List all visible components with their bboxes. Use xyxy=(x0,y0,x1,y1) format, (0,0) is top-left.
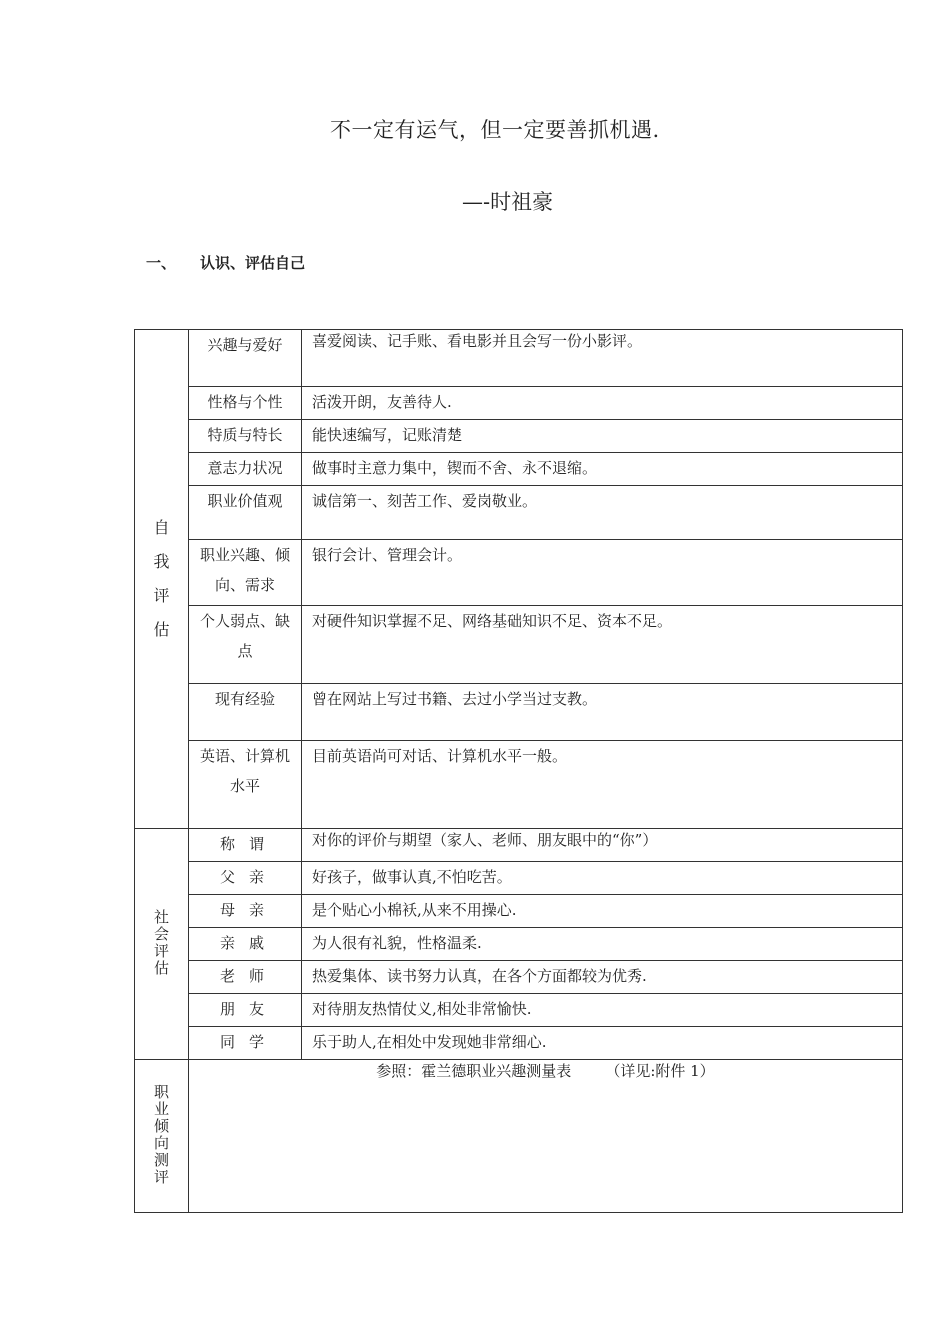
row-value: 做事时主意力集中，锲而不舍、永不退缩。 xyxy=(302,453,903,486)
table-row xyxy=(135,994,903,1027)
row-value: 是个贴心小棉袄,从来不用操心. xyxy=(302,895,903,928)
row-label: 兴趣与爱好 xyxy=(189,330,302,387)
self-assessment-table xyxy=(134,329,903,1213)
quote-author: —-时祖豪 xyxy=(462,190,554,214)
table-row xyxy=(135,862,903,895)
table-row xyxy=(135,453,903,486)
row-value: 曾在网站上写过书籍、去过小学当过支教。 xyxy=(302,684,903,741)
row-label: 母亲 xyxy=(189,895,302,928)
table-row xyxy=(135,540,903,606)
row-label: 亲戚 xyxy=(189,928,302,961)
row-label: 个人弱点、缺点 xyxy=(189,606,302,684)
section-title: 认识、评估自己 xyxy=(200,254,306,272)
social-eval-group-label: 社会评估 xyxy=(135,829,189,1060)
row-value: 乐于助人,在相处中发现她非常细心. xyxy=(302,1027,903,1060)
table-row xyxy=(135,420,903,453)
row-value: 对硬件知识掌握不足、网络基础知识不足、资本不足。 xyxy=(302,606,903,684)
self-eval-group-label: 自我评估 xyxy=(135,330,189,829)
table-row xyxy=(135,387,903,420)
row-label: 英语、计算机水平 xyxy=(189,741,302,829)
row-label: 父亲 xyxy=(189,862,302,895)
table-row xyxy=(135,928,903,961)
row-label: 职业兴趣、倾向、需求 xyxy=(189,540,302,606)
row-value: 为人很有礼貌，性格温柔. xyxy=(302,928,903,961)
row-value: 对待朋友热情仗义,相处非常愉快. xyxy=(302,994,903,1027)
table-row xyxy=(135,1027,903,1060)
table-row xyxy=(135,486,903,540)
table-row xyxy=(135,829,903,862)
row-value: 对你的评价与期望（家人、老师、朋友眼中的“你”） xyxy=(302,829,903,862)
career-test-group-label: 职业倾向测评 xyxy=(135,1060,189,1213)
row-label: 朋友 xyxy=(189,994,302,1027)
row-label: 意志力状况 xyxy=(189,453,302,486)
row-label: 同学 xyxy=(189,1027,302,1060)
section-number: 一、 xyxy=(146,254,177,272)
row-label: 职业价值观 xyxy=(189,486,302,540)
reference-text: 参照：霍兰德职业兴趣测量表 xyxy=(376,1062,572,1080)
career-test-reference xyxy=(189,1060,903,1213)
table-row xyxy=(135,961,903,994)
section-heading xyxy=(146,252,305,273)
row-value: 喜爱阅读、记手账、看电影并且会写一份小影评。 xyxy=(302,330,903,387)
reference-detail: （详见:附件 1） xyxy=(605,1062,715,1080)
quote-text: 不一定有运气，但一定要善抓机遇. xyxy=(330,118,660,142)
table-row xyxy=(135,741,903,829)
row-label: 现有经验 xyxy=(189,684,302,741)
table-row xyxy=(135,330,903,387)
row-value: 目前英语尚可对话、计算机水平一般。 xyxy=(302,741,903,829)
row-value: 好孩子，做事认真,不怕吃苦。 xyxy=(302,862,903,895)
table-row xyxy=(135,1060,903,1213)
row-label: 称谓 xyxy=(189,829,302,862)
table-row xyxy=(135,684,903,741)
row-value: 活泼开朗，友善待人. xyxy=(302,387,903,420)
row-value: 热爱集体、读书努力认真，在各个方面都较为优秀. xyxy=(302,961,903,994)
row-label: 特质与特长 xyxy=(189,420,302,453)
table-row xyxy=(135,895,903,928)
row-value: 银行会计、管理会计。 xyxy=(302,540,903,606)
row-label: 老师 xyxy=(189,961,302,994)
table-row xyxy=(135,606,903,684)
row-value: 能快速编写，记账清楚 xyxy=(302,420,903,453)
row-label: 性格与个性 xyxy=(189,387,302,420)
row-value: 诚信第一、刻苦工作、爱岗敬业。 xyxy=(302,486,903,540)
